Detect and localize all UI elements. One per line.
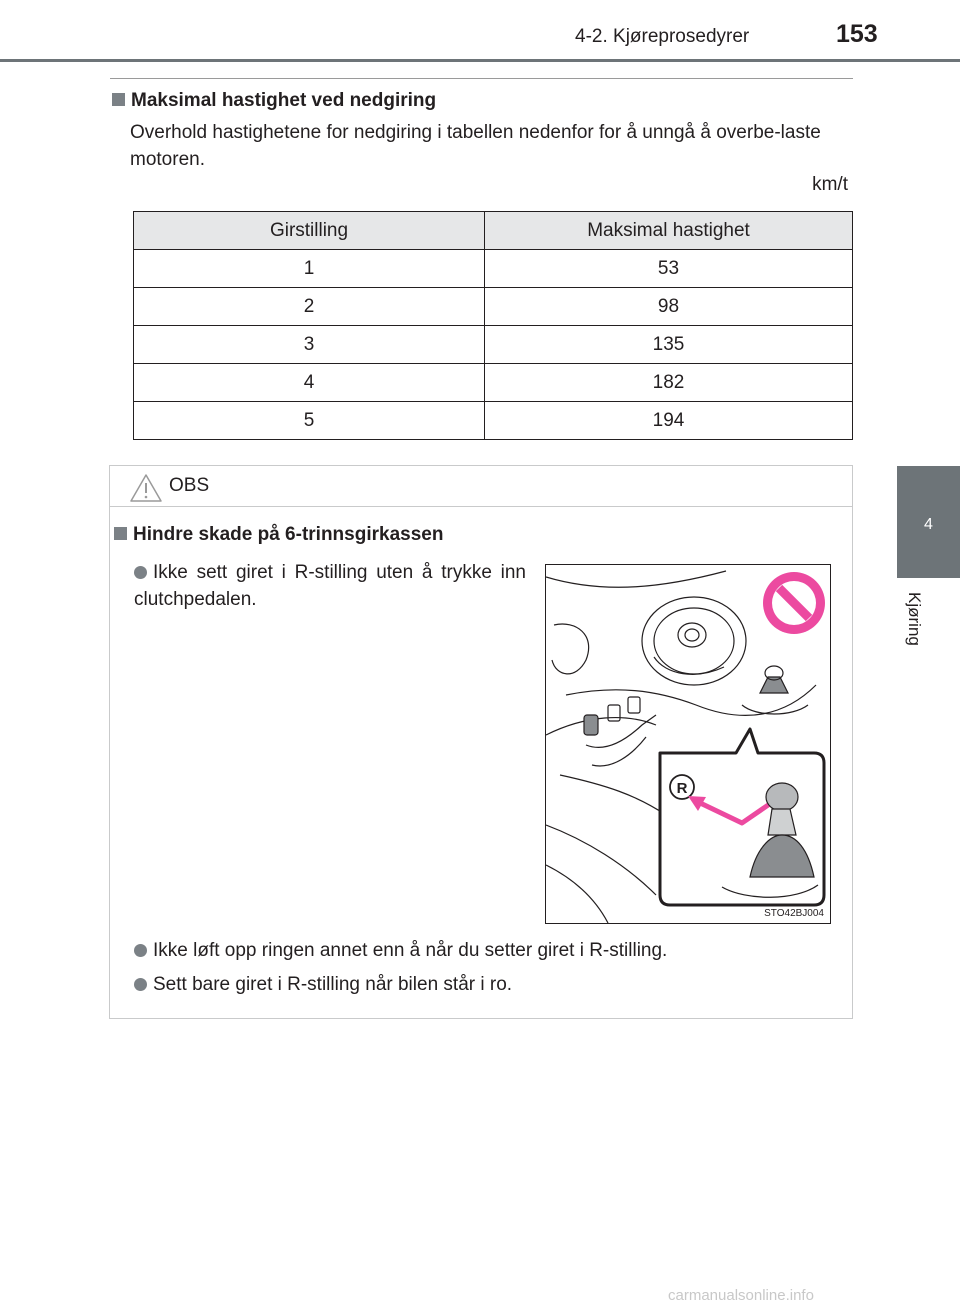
table-cell: 5 [134, 402, 485, 440]
list-item-text: Ikke sett giret i R-stilling uten å trykke inn clutchpedalen. [134, 562, 526, 610]
section-body: Overhold hastighetene for nedgiring i tabellen nedenfor for å unngå å overbe-laste motoren. [130, 122, 821, 170]
table-cell: 53 [485, 250, 853, 288]
page-header [0, 0, 960, 58]
gear-shift-illustration [545, 564, 831, 924]
table-cell: 4 [134, 364, 485, 402]
car-interior-drawing [546, 565, 830, 923]
header-section-title: 4-2. Kjøreprosedyrer [575, 26, 750, 47]
round-bullet-icon [134, 566, 147, 579]
chapter-label: Kjøring [905, 592, 924, 646]
section-rule [110, 78, 853, 79]
illustration-code: STO42BJ004 [764, 908, 824, 919]
notice-heading [114, 524, 443, 546]
table-cell: 182 [485, 364, 853, 402]
unit-label: km/t [812, 174, 848, 195]
table-cell: 2 [134, 288, 485, 326]
table-row [134, 402, 853, 440]
round-bullet-icon [134, 944, 147, 957]
table-cell: 98 [485, 288, 853, 326]
column-header: Girstilling [134, 212, 485, 250]
table-row [134, 250, 853, 288]
square-bullet-icon [114, 527, 127, 540]
page-number: 153 [836, 20, 878, 48]
table-row [134, 364, 853, 402]
table-cell: 135 [485, 326, 853, 364]
reverse-badge-letter: R [676, 780, 688, 797]
round-bullet-icon [134, 978, 147, 991]
speed-table [133, 211, 853, 440]
table-cell: 3 [134, 326, 485, 364]
list-item [134, 559, 526, 613]
square-bullet-icon [112, 93, 125, 106]
list-item [134, 971, 834, 998]
notice-header [110, 466, 852, 507]
table-cell: 1 [134, 250, 485, 288]
header-rule [0, 59, 960, 62]
list-item [134, 937, 834, 964]
warning-triangle-icon [129, 473, 163, 503]
column-header: Maksimal hastighet [485, 212, 853, 250]
section-heading-text: Maksimal hastighet ved nedgiring [131, 90, 437, 111]
table-cell: 194 [485, 402, 853, 440]
watermark: carmanualsonline.info [668, 1287, 814, 1304]
section-heading [112, 90, 436, 112]
chapter-number: 4 [924, 516, 933, 533]
table-row [134, 326, 853, 364]
table-row [134, 288, 853, 326]
notice-box [109, 465, 853, 1019]
notice-heading-text: Hindre skade på 6-trinnsgirkassen [133, 524, 444, 545]
list-item-text: Sett bare giret i R-stilling når bilen står i ro. [153, 974, 513, 995]
table-header-row [134, 212, 853, 250]
notice-label: OBS [169, 475, 210, 496]
list-item-text: Ikke løft opp ringen annet enn å når du setter giret i R-stilling. [153, 940, 668, 961]
